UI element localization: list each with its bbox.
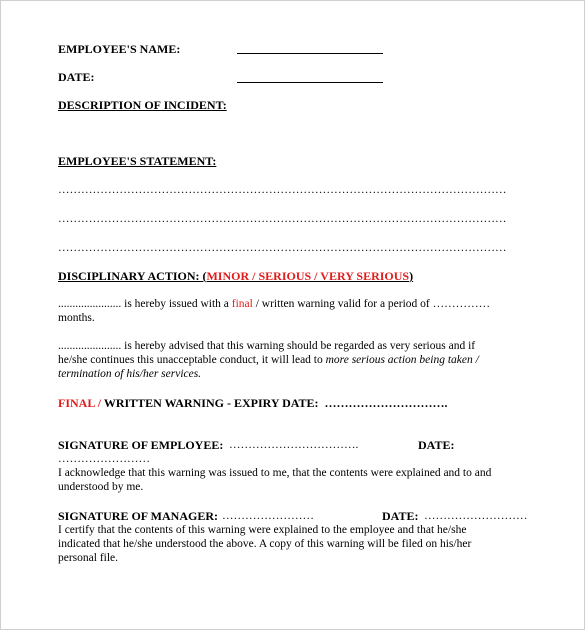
action-heading-suffix: ) [409,269,414,283]
expiry-label: WRITTEN WARNING - EXPIRY DATE: [101,396,319,410]
date-label: DATE: [58,70,95,84]
manager-date-blank[interactable]: ……………………… [424,510,528,522]
warning-issued-line [58,297,490,311]
advised-line-1 [58,339,475,353]
employee-date-blank[interactable]: …………………… [58,453,150,465]
advised-line-2 [58,353,479,367]
employee-signature-label: SIGNATURE OF EMPLOYEE: [58,438,224,452]
advised-text-2-italic: more serious action being taken / [325,354,479,366]
months-text: months. [58,312,95,324]
expiry-date-line [58,396,448,410]
date-line[interactable] [237,82,383,83]
action-heading-prefix: DISCIPLINARY ACTION: ( [58,269,207,283]
warning-issued-text-a: is hereby issued with a [121,298,232,310]
expiry-slash: / [94,396,102,410]
employee-blank[interactable]: ...................... [58,298,122,310]
certify-line-3: personal file. [58,552,119,564]
employee-name-line[interactable] [237,53,383,54]
statement-heading: EMPLOYEE'S STATEMENT: [58,154,217,168]
expiry-blank[interactable]: …………………………. [324,396,448,410]
certify-line-2: indicated that he/she understood the above. A copy of this warning will be filed on his/her [58,538,472,550]
manager-signature-label: SIGNATURE OF MANAGER: [58,509,219,523]
advised-text-1: is hereby advised that this warning should be regarded as very serious and if [121,340,476,352]
advised-text-3-italic: termination of his/her services. [58,368,202,380]
employee-signature-blank[interactable]: ……………………………. [229,439,359,451]
manager-signature-blank[interactable]: …………………… [222,510,314,522]
statement-line-1[interactable]: ……………………………………………………………………………………………………… [58,184,507,196]
statement-line-2[interactable]: ……………………………………………………………………………………………………… [58,213,507,225]
advised-line-3 [58,367,201,381]
final-word: final [231,298,253,310]
action-options: MINOR / SERIOUS / VERY SERIOUS [206,269,410,283]
expiry-final: FINAL [58,396,95,410]
incident-heading: DESCRIPTION OF INCIDENT: [58,98,227,112]
employee-date-label: DATE: [418,438,455,452]
statement-line-3[interactable]: ……………………………………………………………………………………………………… [58,242,507,254]
employee-name-label: EMPLOYEE'S NAME: [58,42,181,56]
advised-text-2: he/she continues this unacceptable conduct, it will lead to [58,354,326,366]
employee-blank-2[interactable]: ...................... [58,340,122,352]
manager-date-label: DATE: [382,509,419,523]
acknowledge-line-2: understood by me. [58,481,144,493]
disciplinary-action-heading [58,269,413,283]
certify-line-1: I certify that the contents of this warning were explained to the employee and that he/she [58,524,467,536]
acknowledge-line-1: I acknowledge that this warning was issued to me, that the contents were explained and to and [58,467,492,479]
period-blank[interactable]: …………… [432,298,491,310]
warning-issued-text-b: / written warning valid for a period of [252,298,433,310]
